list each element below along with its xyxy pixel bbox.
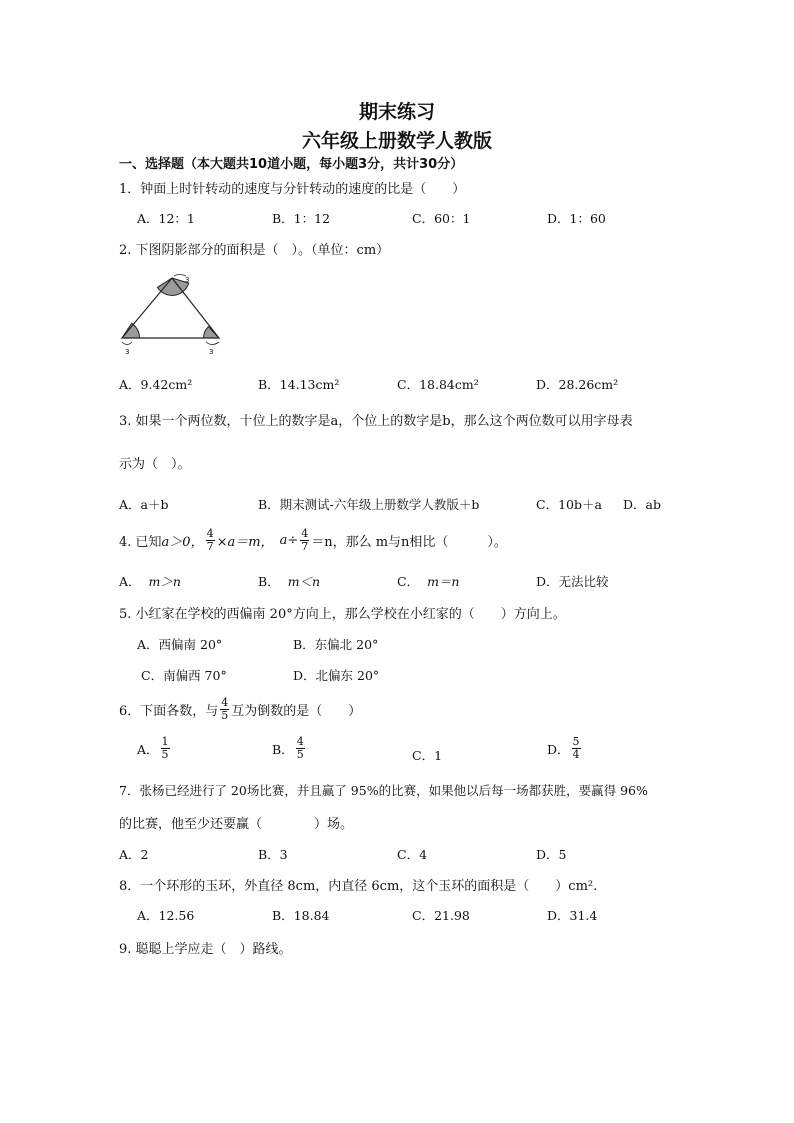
question-8-option-b: B．18.84 [272, 908, 330, 923]
option-label: A． [137, 741, 159, 757]
question-4-fraction-2 [300, 528, 309, 553]
question-3-option-a: A．a＋b [119, 497, 169, 512]
question-2-stem: 2. 下图阴影部分的面积是（ ）。（单位：cm） [119, 243, 390, 258]
fraction-numerator: 4 [206, 527, 214, 540]
page-subtitle: 六年级上册数学人教版 [301, 130, 492, 152]
fraction-denominator: 5 [161, 748, 169, 761]
question-4-option-d: D．无法比较 [536, 574, 609, 589]
fraction-numerator: 4 [221, 696, 229, 709]
fraction-denominator: 4 [572, 748, 580, 761]
question-7-stem-line2: 的比赛，他至少还要赢（ ）场。 [119, 817, 354, 832]
question-4-expression-3: ＝n，那么 m与n相比（ ）。 [311, 535, 507, 550]
option-label: B． [258, 574, 280, 589]
question-1-option-b: B．1：12 [272, 211, 331, 226]
question-7-option-d: D．5 [536, 847, 567, 862]
question-1-option-d: D．1：60 [547, 211, 606, 226]
question-7-stem-line1: 7．张杨已经进行了 20场比赛，并且赢了 95%的比赛，如果他以后每一场都获胜，要赢得 96% [119, 783, 648, 798]
question-4-condition: a＞0， [161, 535, 204, 550]
question-3-option-d: D．ab [623, 497, 661, 512]
question-5-option-a: A．西偏南 20° [137, 637, 223, 652]
option-label: A． [119, 574, 141, 589]
question-3-stem-line2: 示为（ ）。 [119, 457, 191, 472]
question-6-option-b [272, 736, 307, 761]
question-2-option-b: B．14.13cm² [258, 377, 340, 392]
question-7-option-a: A．2 [119, 847, 149, 862]
option-label: B． [272, 741, 294, 757]
triangle-figure [112, 270, 230, 358]
question-7-option-c: C．4 [397, 847, 428, 862]
option-expression: m＝n [427, 574, 460, 589]
option-fraction [572, 736, 581, 761]
question-8-option-d: D．31.4 [547, 908, 598, 923]
option-fraction [161, 736, 170, 761]
question-5-option-c: C．南偏西 70° [141, 668, 227, 683]
question-7-option-b: B．3 [258, 847, 288, 862]
page-title: 期末练习 [358, 101, 435, 123]
question-5-option-d: D．北偏东 20° [293, 668, 380, 683]
figure-label-top: 3 [185, 276, 190, 284]
fraction-denominator: 7 [206, 540, 214, 553]
question-3-option-b: B．期末测试-六年级上册数学人教版＋b [258, 497, 480, 512]
question-2-option-a: A．9.42cm² [119, 377, 193, 392]
question-4-expression-2: a÷ [279, 533, 299, 548]
question-4-prefix: 4. 已知 [119, 535, 162, 550]
question-6-stem [119, 697, 361, 722]
question-6-fraction [220, 697, 229, 722]
question-4-fraction-1 [206, 528, 215, 553]
question-5-stem: 5. 小红家在学校的西偏南 20°方向上，那么学校在小红家的（ ）方向上。 [119, 607, 566, 622]
question-6-stem-pre: 6．下面各数，与 [119, 704, 219, 719]
fraction-denominator: 7 [301, 540, 309, 553]
option-label: C． [397, 574, 420, 589]
question-6-option-d [547, 736, 583, 761]
question-1-option-c: C．60：1 [412, 211, 471, 226]
option-expression: m＜n [287, 574, 321, 589]
question-1-stem: 1．钟面上时针转动的速度与分针转动的速度的比是（ ） [119, 182, 466, 197]
question-4-option-b [258, 572, 320, 590]
question-6-stem-post: 互为倒数的是（ ） [231, 704, 362, 719]
fraction-numerator: 4 [296, 735, 304, 748]
question-6-option-a [137, 736, 172, 761]
question-8-option-a: A．12.56 [137, 908, 195, 923]
fraction-numerator: 4 [301, 527, 309, 540]
option-expression: m＞n [148, 574, 181, 589]
figure-label-right: 3 [209, 348, 214, 356]
question-8-stem: 8．一个环形的玉环，外直径 8cm，内直径 6cm，这个玉环的面积是（ ）cm². [119, 879, 598, 894]
option-label: D． [547, 741, 570, 757]
question-4-stem [119, 528, 507, 553]
figure-label-left: 3 [125, 348, 130, 356]
question-9-stem: 9. 聪聪上学应走（ ）路线。 [119, 942, 292, 957]
question-6-option-c: C．1 [412, 748, 443, 763]
fraction-numerator: 1 [161, 735, 169, 748]
option-fraction [296, 736, 305, 761]
question-2-option-c: C．18.84cm² [397, 377, 479, 392]
section-heading: 一、选择题（本大题共10道小题，每小题3分，共计30分） [119, 157, 464, 172]
question-3-stem-line1: 3. 如果一个两位数，十位上的数字是a，个位上的数字是b，那么这个两位数可以用字母表 [119, 414, 633, 429]
fraction-denominator: 5 [296, 748, 304, 761]
question-5-option-b: B．东偏北 20° [293, 637, 379, 652]
question-3-option-c: C．10b＋a [536, 497, 602, 512]
question-2-option-d: D．28.26cm² [536, 377, 619, 392]
question-4-option-a [119, 572, 181, 590]
fraction-denominator: 5 [221, 709, 229, 722]
question-4-expression-1: ×a＝m， [216, 535, 274, 550]
question-1-option-a: A．12：1 [137, 211, 195, 226]
fraction-numerator: 5 [572, 735, 580, 748]
question-4-option-c [397, 572, 459, 590]
question-8-option-c: C．21.98 [412, 908, 470, 923]
shaded-sector-left [122, 323, 140, 338]
